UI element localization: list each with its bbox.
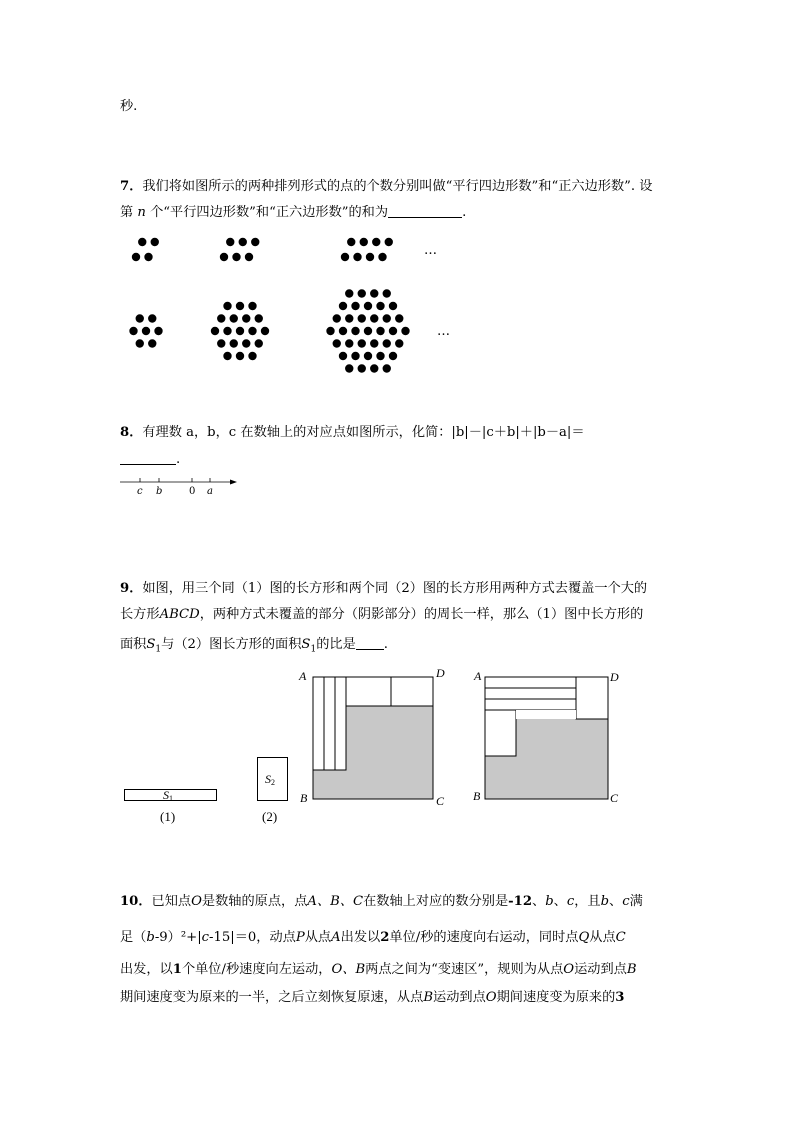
- pattern-dot: [370, 364, 378, 372]
- caption-2: (2): [262, 809, 278, 824]
- pattern-dot: [389, 327, 397, 335]
- pattern-dot: [136, 339, 144, 347]
- pattern-dot: [251, 238, 259, 246]
- pattern-dot: [360, 238, 368, 246]
- corner-b-left: B: [300, 791, 308, 805]
- axis-label-c: c: [137, 486, 143, 497]
- pattern-dot: [242, 314, 250, 322]
- pattern-dot: [351, 302, 359, 310]
- pattern-dot: [364, 327, 372, 335]
- pattern-dot: [148, 314, 156, 322]
- pattern-dot: [370, 339, 378, 347]
- pattern-dot: [248, 327, 256, 335]
- pattern-dot: [142, 327, 150, 335]
- number-line-figure: [118, 472, 248, 502]
- axis-arrow-icon: [230, 480, 237, 485]
- pattern-dot: [223, 352, 231, 360]
- question-7-line-2: 第 n 个“平行四边形数”和“正六边形数”的和为 .: [120, 205, 467, 220]
- pattern-dot: [358, 364, 366, 372]
- question-9-line-2: 长方形ABCD，两种方式未覆盖的部分（阴影部分）的周长一样，那么（1）图中长方形的: [120, 607, 644, 622]
- pattern-dot: [242, 339, 250, 347]
- pattern-dot: [151, 238, 159, 246]
- pattern-dot: [383, 364, 391, 372]
- pattern-dot: [383, 314, 391, 322]
- corner-a-left: A: [299, 669, 307, 683]
- question-7-line-1: 7．我们将如图所示的两种排列形式的点的个数分别叫做“平行四边形数”和“正六边形数”. 设: [120, 179, 653, 194]
- question-10-line-2: 足（b-9）²+|c-15|＝0，动点P从点A出发以2单位/秒的速度向右运动，同时点Q从点C: [120, 930, 626, 945]
- answer-blank[interactable]: [120, 450, 176, 465]
- pattern-dot: [333, 339, 341, 347]
- pattern-dot: [248, 302, 256, 310]
- pattern-dot: [389, 302, 397, 310]
- question-8-line-1: 8．有理数 a，b，c 在数轴上的对应点如图所示，化简：|b|－|c＋b|＋|b－a|＝: [120, 425, 585, 440]
- pattern-dot: [245, 253, 253, 261]
- pattern-dot: [236, 302, 244, 310]
- pattern-dot: [339, 327, 347, 335]
- question-6-tail: 秒.: [120, 99, 138, 114]
- pattern-dot: [136, 314, 144, 322]
- pattern-dot: [383, 339, 391, 347]
- question-9-line-3: 面积$S_1$与（2）图长方形的面积$S_1$的比是 .: [120, 637, 388, 655]
- pattern-dot: [389, 352, 397, 360]
- pattern-dot: [347, 238, 355, 246]
- pattern-dot: [261, 327, 269, 335]
- pattern-dot: [211, 327, 219, 335]
- answer-blank[interactable]: [356, 635, 384, 650]
- question-number: 10: [120, 894, 139, 909]
- label-s1: S1: [163, 788, 173, 803]
- pattern-dot: [358, 339, 366, 347]
- pattern-dot: [383, 289, 391, 297]
- corner-a-right: A: [474, 669, 482, 683]
- pattern-dot: [255, 339, 263, 347]
- pattern-dot: [239, 238, 247, 246]
- pattern-dot: [236, 352, 244, 360]
- pattern-dot: [255, 314, 263, 322]
- pattern-dot: [339, 302, 347, 310]
- corner-d-right: D: [610, 670, 619, 684]
- pattern-dot: [154, 327, 162, 335]
- ellipsis-top: …: [424, 243, 437, 258]
- question-10-line-4: 期间速度变为原来的一半，之后立刻恢复原速，从点B运动到点O期间速度变为原来的3: [120, 990, 625, 1005]
- pattern-dot: [376, 352, 384, 360]
- question-8-line-2: .: [120, 448, 680, 472]
- corner-c-left: C: [436, 794, 445, 808]
- answer-blank[interactable]: [388, 203, 462, 218]
- pattern-dot: [353, 253, 361, 261]
- dot-pattern-figure: [0, 230, 794, 390]
- question-10-line-3: 出发，以1个单位/秒速度向左运动，O、B两点之间为“变速区”，规则为从点O运动到点B: [120, 962, 637, 977]
- pattern-dot: [345, 364, 353, 372]
- pattern-dot: [358, 289, 366, 297]
- question-10-line-1: 10．已知点O是数轴的原点，点A、B、C在数轴上对应的数分别是-12、b、c，且b、c满: [120, 894, 643, 909]
- pattern-dot: [226, 238, 234, 246]
- question-number: 7: [120, 179, 130, 194]
- pattern-dot: [376, 327, 384, 335]
- pattern-dot: [223, 302, 231, 310]
- corner-c-right: C: [610, 791, 619, 805]
- question-9-line-1: 9．如图，用三个同（1）图的长方形和两个同（2）图的长方形用两种方式去覆盖一个大的: [120, 581, 648, 596]
- pattern-dot: [248, 352, 256, 360]
- pattern-dot: [339, 352, 347, 360]
- pattern-dot: [376, 302, 384, 310]
- pattern-dot: [333, 314, 341, 322]
- pattern-dot: [395, 314, 403, 322]
- pattern-dot: [364, 352, 372, 360]
- pattern-dot: [345, 339, 353, 347]
- pattern-dot: [220, 253, 228, 261]
- pattern-dot: [372, 238, 380, 246]
- pattern-dot: [217, 339, 225, 347]
- pattern-dot: [401, 327, 409, 335]
- pattern-dot: [138, 238, 146, 246]
- pattern-dot: [351, 327, 359, 335]
- pattern-dot: [129, 327, 137, 335]
- pattern-dot: [232, 253, 240, 261]
- pattern-dot: [370, 289, 378, 297]
- pattern-dot: [223, 327, 231, 335]
- pattern-dot: [345, 314, 353, 322]
- pattern-dot: [370, 314, 378, 322]
- pattern-dot: [217, 314, 225, 322]
- pattern-dot: [236, 327, 244, 335]
- pattern-dot: [230, 314, 238, 322]
- pattern-dot: [358, 314, 366, 322]
- pattern-dot: [364, 302, 372, 310]
- rectangle-figures: [120, 755, 320, 835]
- axis-label-zero: 0: [189, 486, 196, 497]
- pattern-dot: [395, 339, 403, 347]
- cover-figure-left: [296, 665, 456, 808]
- pattern-dot: [144, 253, 152, 261]
- axis-label-b: b: [156, 486, 163, 497]
- pattern-dot: [345, 289, 353, 297]
- caption-1: (1): [160, 809, 176, 824]
- pattern-dot: [132, 253, 140, 261]
- axis-label-a: a: [207, 486, 213, 497]
- pattern-dot: [385, 238, 393, 246]
- cover-figure-right: [470, 665, 630, 805]
- corner-d-left: D: [436, 666, 445, 680]
- pattern-dot: [366, 253, 374, 261]
- question-number: 9: [120, 581, 130, 596]
- label-s2: S2: [265, 772, 275, 787]
- pattern-dot: [341, 253, 349, 261]
- pattern-dot: [378, 253, 386, 261]
- pattern-dot: [326, 327, 334, 335]
- pattern-dot: [148, 339, 156, 347]
- question-number: 8: [120, 425, 130, 440]
- pattern-dot: [230, 339, 238, 347]
- corner-b-right: B: [473, 789, 481, 803]
- ellipsis-bottom: …: [437, 324, 450, 339]
- pattern-dot: [351, 352, 359, 360]
